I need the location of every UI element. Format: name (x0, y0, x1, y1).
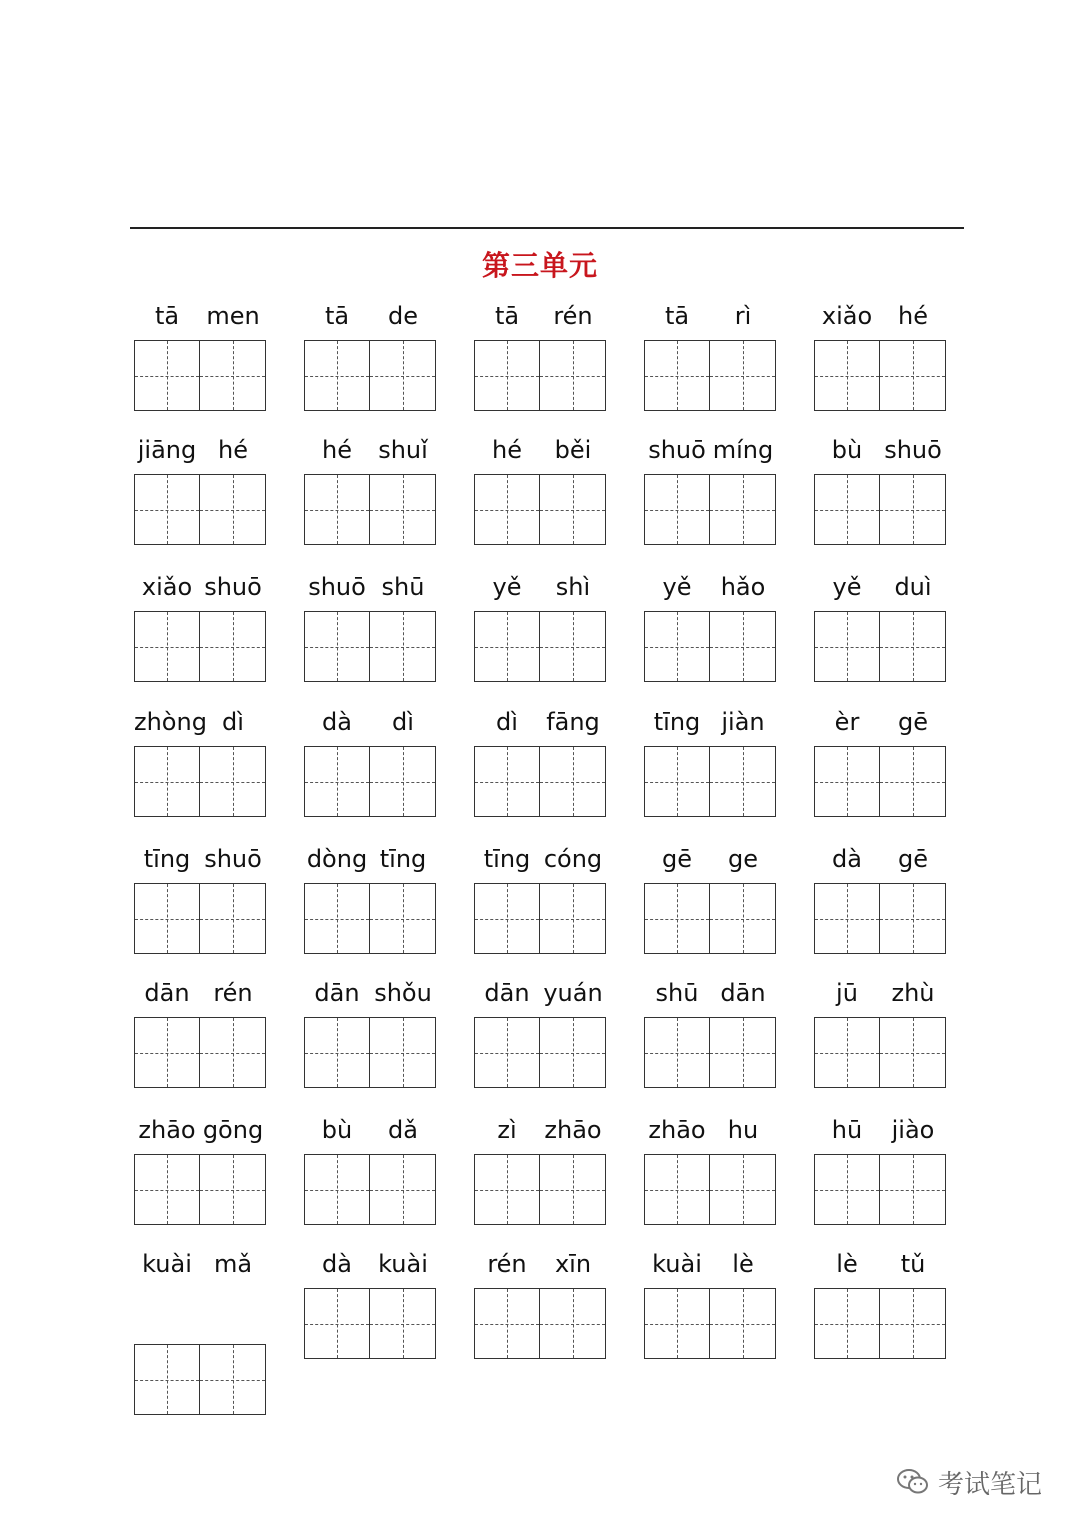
tian-zi-cell[interactable] (304, 1154, 370, 1225)
tian-zi-cell[interactable] (370, 474, 436, 545)
writing-grid[interactable] (644, 474, 776, 545)
writing-grid[interactable] (814, 1288, 946, 1359)
tian-zi-cell[interactable] (814, 1154, 880, 1225)
tian-zi-cell[interactable] (134, 883, 200, 954)
pinyin-syllable: rén (487, 1250, 527, 1278)
writing-grid[interactable] (134, 340, 266, 411)
tian-zi-cell[interactable] (474, 746, 540, 817)
word-item (644, 571, 780, 711)
pinyin-syllable: yuán (543, 979, 603, 1007)
writing-grid[interactable] (134, 1154, 266, 1225)
word-item (814, 571, 950, 711)
word-item (134, 706, 270, 846)
word-item (644, 300, 780, 440)
tian-zi-cell[interactable] (200, 1154, 266, 1225)
word-item (644, 434, 780, 574)
pinyin-syllable: cóng (543, 845, 603, 873)
tian-zi-cell[interactable] (540, 1288, 606, 1359)
writing-grid[interactable] (644, 1288, 776, 1359)
pinyin-syllable: bù (321, 1116, 353, 1144)
word-item (304, 843, 440, 983)
pinyin-syllable: zhāo (648, 1116, 706, 1144)
writing-grid[interactable] (134, 611, 266, 682)
word-item (814, 300, 950, 440)
tian-zi-cell[interactable] (370, 1017, 436, 1088)
writing-grid[interactable] (474, 611, 606, 682)
writing-grid[interactable] (644, 340, 776, 411)
pinyin-syllable: tǔ (900, 1250, 926, 1278)
pinyin-syllable: shǒu (374, 979, 432, 1007)
pinyin-syllable: tīng (483, 845, 531, 873)
word-item (304, 706, 440, 846)
tian-zi-cell[interactable] (474, 1288, 540, 1359)
pinyin-syllable: jū (836, 979, 858, 1007)
pinyin-syllable: dān (720, 979, 766, 1007)
writing-grid[interactable] (644, 883, 776, 954)
writing-grid[interactable] (644, 746, 776, 817)
word-item (644, 1114, 780, 1254)
tian-zi-cell[interactable] (304, 611, 370, 682)
pinyin-syllable: hǎo (720, 573, 766, 601)
writing-grid[interactable] (304, 474, 436, 545)
tian-zi-cell[interactable] (304, 340, 370, 411)
tian-zi-cell[interactable] (710, 1017, 776, 1088)
pinyin-syllable: hé (492, 436, 522, 464)
tian-zi-cell[interactable] (304, 1017, 370, 1088)
tian-zi-cell[interactable] (644, 746, 710, 817)
tian-zi-cell[interactable] (814, 1017, 880, 1088)
pinyin-syllable: tā (154, 302, 180, 330)
tian-zi-cell[interactable] (304, 474, 370, 545)
pinyin-syllable: jiāng (137, 436, 197, 464)
pinyin-syllable: kuài (652, 1250, 702, 1278)
word-item (304, 571, 440, 711)
tian-zi-cell[interactable] (134, 1017, 200, 1088)
tian-zi-cell[interactable] (134, 611, 200, 682)
footer-watermark (896, 1462, 1042, 1502)
pinyin-syllable: rén (553, 302, 593, 330)
word-item (474, 300, 610, 440)
word-item (134, 571, 270, 711)
tian-zi-cell[interactable] (880, 1017, 946, 1088)
pinyin-syllable: jiàn (721, 708, 765, 736)
tian-zi-cell[interactable] (370, 1154, 436, 1225)
pinyin-syllable: dà (832, 845, 862, 873)
writing-grid[interactable] (474, 1154, 606, 1225)
pinyin-syllable: xīn (554, 1250, 592, 1278)
pinyin-syllable: gē (898, 845, 928, 873)
pinyin-syllable: zhāo (544, 1116, 602, 1144)
pinyin-syllable: dà (322, 708, 352, 736)
pinyin-syllable: dì (496, 708, 518, 736)
word-item (474, 1248, 610, 1388)
pinyin-syllable: jiào (891, 1116, 935, 1144)
writing-grid[interactable] (474, 746, 606, 817)
word-item (644, 977, 780, 1117)
pinyin-syllable: kuài (142, 1250, 192, 1278)
tian-zi-cell[interactable] (710, 474, 776, 545)
pinyin-syllable: xiǎo (141, 573, 193, 601)
tian-zi-cell[interactable] (200, 340, 266, 411)
writing-grid[interactable] (304, 883, 436, 954)
word-item (814, 434, 950, 574)
word-item (474, 706, 610, 846)
pinyin-syllable: tā (664, 302, 690, 330)
word-item (304, 1114, 440, 1254)
pinyin-syllable: gē (898, 708, 928, 736)
tian-zi-cell[interactable] (134, 746, 200, 817)
tian-zi-cell[interactable] (814, 474, 880, 545)
tian-zi-cell[interactable] (540, 611, 606, 682)
pinyin-syllable: shuō (648, 436, 706, 464)
tian-zi-cell[interactable] (644, 1017, 710, 1088)
pinyin-syllable: bù (831, 436, 863, 464)
writing-grid[interactable] (304, 1154, 436, 1225)
footer-label: 考试笔记 (937, 1469, 1042, 1500)
wechat-icon (896, 1468, 930, 1496)
word-item (304, 300, 440, 440)
tian-zi-cell[interactable] (474, 474, 540, 545)
pinyin-syllable: gōng (202, 1116, 264, 1144)
writing-grid[interactable] (474, 340, 606, 411)
tian-zi-cell[interactable] (540, 340, 606, 411)
tian-zi-cell[interactable] (644, 1154, 710, 1225)
word-item (304, 434, 440, 574)
word-item (814, 706, 950, 846)
tian-zi-cell[interactable] (710, 340, 776, 411)
writing-grid[interactable] (474, 1017, 606, 1088)
word-item (814, 1248, 950, 1388)
writing-grid[interactable] (304, 340, 436, 411)
writing-grid[interactable] (814, 474, 946, 545)
tian-zi-cell[interactable] (370, 883, 436, 954)
tian-zi-cell[interactable] (474, 1154, 540, 1225)
word-item (644, 1248, 780, 1388)
pinyin-syllable: men (206, 302, 260, 330)
tian-zi-cell[interactable] (710, 1288, 776, 1359)
tian-zi-cell[interactable] (880, 1288, 946, 1359)
word-item (474, 1114, 610, 1254)
tian-zi-cell[interactable] (880, 474, 946, 545)
writing-grid[interactable] (644, 1154, 776, 1225)
pinyin-syllable: tīng (143, 845, 191, 873)
pinyin-syllable: dì (222, 708, 244, 736)
word-item (474, 434, 610, 574)
writing-grid[interactable] (134, 1344, 266, 1415)
word-item (304, 977, 440, 1117)
writing-grid[interactable] (474, 883, 606, 954)
word-item (134, 977, 270, 1117)
pinyin-syllable: zhòng (134, 708, 207, 736)
pinyin-syllable: lè (732, 1250, 754, 1278)
writing-grid[interactable] (644, 1017, 776, 1088)
tian-zi-cell[interactable] (814, 883, 880, 954)
tian-zi-cell[interactable] (644, 611, 710, 682)
pinyin-syllable: zhāo (138, 1116, 196, 1144)
tian-zi-cell[interactable] (814, 746, 880, 817)
tian-zi-cell[interactable] (200, 746, 266, 817)
tian-zi-cell[interactable] (880, 1154, 946, 1225)
tian-zi-cell[interactable] (814, 611, 880, 682)
pinyin-syllable: shū (381, 573, 425, 601)
tian-zi-cell[interactable] (710, 1154, 776, 1225)
writing-grid[interactable] (814, 883, 946, 954)
pinyin-syllable: hū (831, 1116, 863, 1144)
writing-grid[interactable] (304, 611, 436, 682)
word-item (814, 977, 950, 1117)
writing-grid[interactable] (474, 474, 606, 545)
tian-zi-cell[interactable] (710, 746, 776, 817)
pinyin-syllable: dān (484, 979, 530, 1007)
pinyin-syllable: dān (144, 979, 190, 1007)
tian-zi-cell[interactable] (644, 474, 710, 545)
tian-zi-cell[interactable] (710, 611, 776, 682)
writing-grid[interactable] (644, 611, 776, 682)
pinyin-syllable: rén (213, 979, 253, 1007)
pinyin-syllable: fāng (546, 708, 600, 736)
tian-zi-cell[interactable] (370, 746, 436, 817)
tian-zi-cell[interactable] (304, 746, 370, 817)
pinyin-syllable: shuō (308, 573, 366, 601)
pinyin-syllable: shuō (884, 436, 942, 464)
writing-grid[interactable] (304, 746, 436, 817)
tian-zi-cell[interactable] (200, 611, 266, 682)
word-item (304, 1248, 440, 1388)
pinyin-syllable: shuō (204, 573, 262, 601)
tian-zi-cell[interactable] (644, 340, 710, 411)
tian-zi-cell[interactable] (200, 1344, 266, 1415)
word-item (644, 843, 780, 983)
writing-grid[interactable] (134, 883, 266, 954)
tian-zi-cell[interactable] (880, 746, 946, 817)
pinyin-syllable: duì (894, 573, 932, 601)
section-title: 第三单元 (481, 249, 598, 282)
word-item (134, 1248, 270, 1388)
writing-grid[interactable] (474, 1288, 606, 1359)
top-rule (130, 227, 964, 229)
pinyin-syllable: tā (324, 302, 350, 330)
tian-zi-cell[interactable] (200, 1017, 266, 1088)
pinyin-syllable: dà (322, 1250, 352, 1278)
word-item (474, 843, 610, 983)
tian-zi-cell[interactable] (540, 1017, 606, 1088)
tian-zi-cell[interactable] (474, 883, 540, 954)
tian-zi-cell[interactable] (540, 474, 606, 545)
tian-zi-cell[interactable] (540, 1154, 606, 1225)
word-item (134, 300, 270, 440)
pinyin-syllable: shū (655, 979, 699, 1007)
writing-grid[interactable] (134, 746, 266, 817)
word-item (814, 843, 950, 983)
tian-zi-cell[interactable] (134, 1154, 200, 1225)
tian-zi-cell[interactable] (370, 1288, 436, 1359)
writing-grid[interactable] (134, 1017, 266, 1088)
tian-zi-cell[interactable] (370, 611, 436, 682)
tian-zi-cell[interactable] (200, 474, 266, 545)
tian-zi-cell[interactable] (644, 883, 710, 954)
pinyin-syllable: yě (492, 573, 522, 601)
pinyin-syllable: èr (834, 708, 860, 736)
pinyin-syllable: gē (662, 845, 692, 873)
pinyin-syllable: hu (727, 1116, 759, 1144)
pinyin-syllable: ge (728, 845, 758, 873)
tian-zi-cell[interactable] (200, 883, 266, 954)
pinyin-syllable: shuǐ (378, 436, 428, 464)
pinyin-syllable: hé (322, 436, 352, 464)
writing-grid[interactable] (814, 611, 946, 682)
pinyin-syllable: yě (662, 573, 692, 601)
tian-zi-cell[interactable] (540, 746, 606, 817)
pinyin-syllable: mǎ (213, 1250, 253, 1278)
writing-grid[interactable] (814, 1154, 946, 1225)
pinyin-syllable: míng (712, 436, 774, 464)
tian-zi-cell[interactable] (474, 340, 540, 411)
tian-zi-cell[interactable] (644, 1288, 710, 1359)
word-item (134, 434, 270, 574)
pinyin-syllable: shuō (204, 845, 262, 873)
pinyin-syllable: hé (218, 436, 248, 464)
tian-zi-cell[interactable] (474, 1017, 540, 1088)
tian-zi-cell[interactable] (134, 1344, 200, 1415)
pinyin-syllable: dān (314, 979, 360, 1007)
word-item (134, 843, 270, 983)
writing-grid[interactable] (304, 1288, 436, 1359)
tian-zi-cell[interactable] (880, 883, 946, 954)
tian-zi-cell[interactable] (474, 611, 540, 682)
pinyin-syllable: xiǎo (821, 302, 873, 330)
pinyin-syllable: dòng (306, 845, 368, 873)
tian-zi-cell[interactable] (304, 1288, 370, 1359)
pinyin-syllable: dì (392, 708, 414, 736)
pinyin-syllable: dǎ (388, 1116, 418, 1144)
tian-zi-cell[interactable] (304, 883, 370, 954)
pinyin-syllable: kuài (378, 1250, 428, 1278)
writing-grid[interactable] (134, 474, 266, 545)
tian-zi-cell[interactable] (710, 883, 776, 954)
writing-grid[interactable] (814, 746, 946, 817)
word-item (134, 1114, 270, 1254)
pinyin-syllable: yě (832, 573, 862, 601)
tian-zi-cell[interactable] (134, 474, 200, 545)
word-item (474, 571, 610, 711)
pinyin-syllable: lè (836, 1250, 858, 1278)
word-item (474, 977, 610, 1117)
word-item (814, 1114, 950, 1254)
tian-zi-cell[interactable] (134, 340, 200, 411)
pinyin-syllable: tīng (653, 708, 701, 736)
tian-zi-cell[interactable] (880, 340, 946, 411)
pinyin-syllable: rì (734, 302, 752, 330)
tian-zi-cell[interactable] (540, 883, 606, 954)
pinyin-syllable: de (388, 302, 418, 330)
tian-zi-cell[interactable] (814, 340, 880, 411)
word-item (644, 706, 780, 846)
pinyin-syllable: běi (554, 436, 592, 464)
writing-grid[interactable] (814, 1017, 946, 1088)
pinyin-syllable: tā (494, 302, 520, 330)
pinyin-syllable: zhù (891, 979, 935, 1007)
tian-zi-cell[interactable] (814, 1288, 880, 1359)
pinyin-syllable: hé (898, 302, 928, 330)
pinyin-syllable: tīng (379, 845, 427, 873)
pinyin-syllable: shì (555, 573, 591, 601)
tian-zi-cell[interactable] (880, 611, 946, 682)
writing-grid[interactable] (304, 1017, 436, 1088)
pinyin-syllable: zì (497, 1116, 517, 1144)
writing-grid[interactable] (814, 340, 946, 411)
tian-zi-cell[interactable] (370, 340, 436, 411)
